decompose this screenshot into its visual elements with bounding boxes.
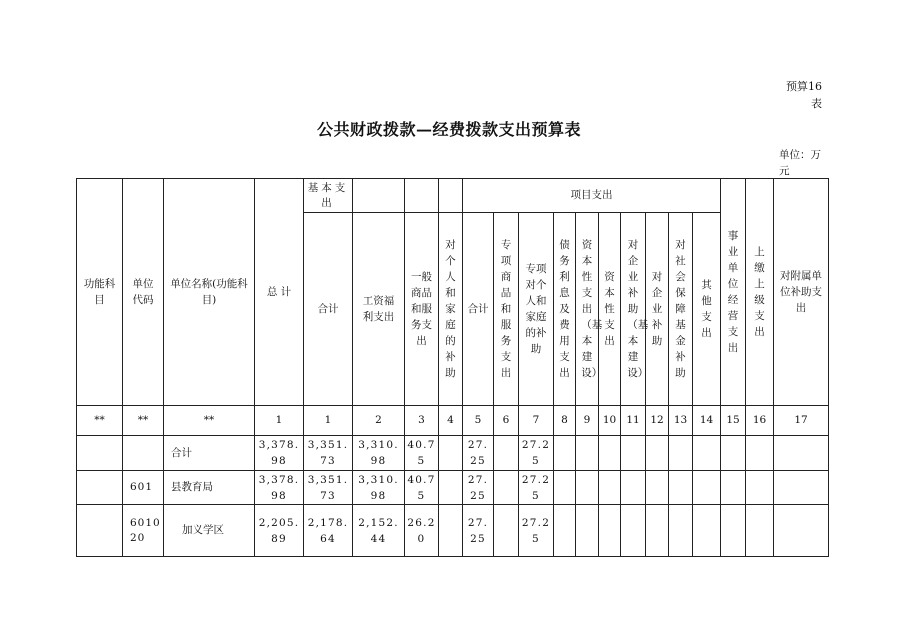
value-cell — [576, 436, 599, 471]
budget-table — [76, 178, 829, 557]
value-cell — [669, 505, 693, 557]
value-cell — [494, 471, 519, 505]
index-cell: 10 — [599, 406, 621, 436]
unit-code-cell: 601 — [123, 471, 164, 505]
value-cell — [721, 505, 746, 557]
function-subject-cell — [77, 471, 123, 505]
value-cell: 3,310.98 — [353, 436, 405, 471]
header-goods-services-label: 一般商品和服务支出 — [411, 271, 432, 347]
header-project-expenditure: 项目支出 — [463, 179, 721, 213]
value-cell — [554, 505, 576, 557]
value-cell: 2,178.64 — [304, 505, 353, 557]
value-cell — [721, 471, 746, 505]
index-cell: 2 — [353, 406, 405, 436]
unit-name-cell: 加义学区 — [164, 505, 255, 557]
value-cell — [721, 436, 746, 471]
function-subject-cell — [77, 505, 123, 557]
header-salary-label: 工资福利支出 — [362, 295, 395, 323]
header-remit-superior — [746, 179, 774, 406]
value-cell: 2,152.44 — [353, 505, 405, 557]
value-cell — [576, 471, 599, 505]
value-cell — [646, 436, 669, 471]
index-cell: 16 — [746, 406, 774, 436]
index-cell: ** — [77, 406, 123, 436]
value-cell: 3,378.98 — [255, 471, 304, 505]
header-personal-subsidy — [439, 213, 463, 406]
value-cell — [746, 505, 774, 557]
value-cell — [774, 471, 829, 505]
header-blank — [353, 179, 405, 213]
value-cell — [774, 505, 829, 557]
unit-code-cell: 601020 — [123, 505, 164, 557]
value-cell: 40.75 — [405, 471, 439, 505]
header-function-subject — [77, 179, 123, 406]
index-row — [77, 406, 829, 436]
value-cell — [599, 505, 621, 557]
value-cell: 3,378.98 — [255, 436, 304, 471]
index-cell: 5 — [463, 406, 494, 436]
index-cell: 8 — [554, 406, 576, 436]
unit-label: 单位：万元 — [779, 149, 821, 177]
value-cell: 27.25 — [463, 471, 494, 505]
value-cell — [599, 471, 621, 505]
index-cell: 1 — [304, 406, 353, 436]
header-goods-services — [405, 213, 439, 406]
value-cell — [746, 436, 774, 471]
header-blank — [439, 179, 463, 213]
header-total: 总 计 — [255, 179, 304, 406]
index-cell: 6 — [494, 406, 519, 436]
header-personal-subsidy-label: 对个人和家庭的补助 — [445, 239, 456, 379]
value-cell: 3,310.98 — [353, 471, 405, 505]
header-other — [693, 213, 721, 406]
index-cell: ** — [123, 406, 164, 436]
header-business-operation — [721, 179, 746, 406]
header-enterprise-infrastructure-label: 对企业补助（基本建设） — [627, 239, 649, 379]
value-cell: 27.25 — [519, 471, 554, 505]
value-cell — [439, 471, 463, 505]
value-cell — [599, 436, 621, 471]
page-title: 公共财政拨款—经费拨款支出预算表 — [316, 120, 581, 139]
header-unit-name — [164, 179, 255, 406]
header-affiliate-subsidy — [774, 179, 829, 406]
header-function-subject-label: 功能科目 — [83, 278, 116, 306]
header-debt-interest — [554, 213, 576, 406]
value-cell: 3,351.73 — [304, 436, 353, 471]
unit-name-cell: 合计 — [164, 436, 255, 471]
header-social-security — [669, 213, 693, 406]
value-cell: 27.25 — [519, 505, 554, 557]
index-cell: 12 — [646, 406, 669, 436]
header-other-label: 其他支出 — [701, 279, 712, 339]
header-salary — [353, 213, 405, 406]
header-basic-expenditure: 基本支出 — [304, 179, 353, 213]
value-cell: 2,205.89 — [255, 505, 304, 557]
value-cell — [621, 505, 646, 557]
header-capital-infrastructure — [576, 213, 603, 406]
header-unit-code-label: 单位代码 — [132, 278, 154, 306]
value-cell — [554, 471, 576, 505]
header-affiliate-subsidy-label: 对附属单位补助支出 — [780, 270, 823, 314]
unit-name-cell: 县教育局 — [164, 471, 255, 505]
header-special-goods — [494, 213, 519, 406]
table-row — [77, 471, 829, 505]
header-enterprise-label: 对企业补助 — [651, 271, 663, 347]
value-cell — [669, 436, 693, 471]
value-cell — [693, 471, 721, 505]
index-cell: 9 — [576, 406, 599, 436]
function-subject-cell — [77, 436, 123, 471]
table-row — [77, 436, 829, 471]
header-special-goods-label: 专项商品和服务支出 — [500, 239, 512, 379]
value-cell — [554, 436, 576, 471]
value-cell — [693, 505, 721, 557]
value-cell: 26.20 — [405, 505, 439, 557]
header-social-security-label: 对社会保障基金补助 — [675, 239, 686, 379]
value-cell — [669, 471, 693, 505]
header-unit-name-label: 单位名称(功能科目) — [170, 278, 248, 306]
index-cell: 4 — [439, 406, 463, 436]
value-cell — [621, 436, 646, 471]
value-cell — [621, 471, 646, 505]
index-cell: ** — [164, 406, 255, 436]
header-remit-superior-label: 上缴上级支出 — [754, 246, 765, 338]
unit-code-cell — [123, 436, 164, 471]
header-row-1 — [77, 179, 829, 213]
index-cell: 15 — [721, 406, 746, 436]
value-cell — [439, 505, 463, 557]
value-cell — [774, 436, 829, 471]
header-debt-interest-label: 债务利息及费用支出 — [559, 239, 570, 379]
value-cell — [494, 436, 519, 471]
header-special-personal — [519, 213, 554, 406]
header-enterprise — [646, 213, 669, 406]
index-cell: 1 — [255, 406, 304, 436]
value-cell — [439, 436, 463, 471]
header-capital-label: 资本性支出 — [604, 271, 615, 347]
value-cell: 3,351.73 — [304, 471, 353, 505]
index-cell: 11 — [621, 406, 646, 436]
header-blank — [405, 179, 439, 213]
value-cell — [746, 471, 774, 505]
value-cell — [693, 436, 721, 471]
index-cell: 7 — [519, 406, 554, 436]
value-cell: 40.75 — [405, 436, 439, 471]
header-business-operation-label: 事业单位经营支出 — [727, 230, 739, 354]
value-cell — [646, 471, 669, 505]
value-cell: 27.25 — [463, 505, 494, 557]
form-number: 预算16表 — [786, 80, 822, 110]
header-special-personal-label: 专项对个人和家庭的补助 — [525, 263, 547, 355]
header-project-total: 合计 — [463, 213, 494, 406]
value-cell — [646, 505, 669, 557]
value-cell: 27.25 — [463, 436, 494, 471]
table-row — [77, 505, 829, 557]
header-enterprise-infrastructure — [621, 213, 649, 406]
value-cell — [576, 505, 599, 557]
index-cell: 3 — [405, 406, 439, 436]
header-basic-total: 合计 — [304, 213, 353, 406]
value-cell — [494, 505, 519, 557]
index-cell: 13 — [669, 406, 693, 436]
header-capital-infrastructure-label: 资本性支出（基本建设） — [581, 239, 603, 379]
value-cell: 27.25 — [519, 436, 554, 471]
index-cell: 17 — [774, 406, 829, 436]
index-cell: 14 — [693, 406, 721, 436]
header-unit-code — [123, 179, 164, 406]
